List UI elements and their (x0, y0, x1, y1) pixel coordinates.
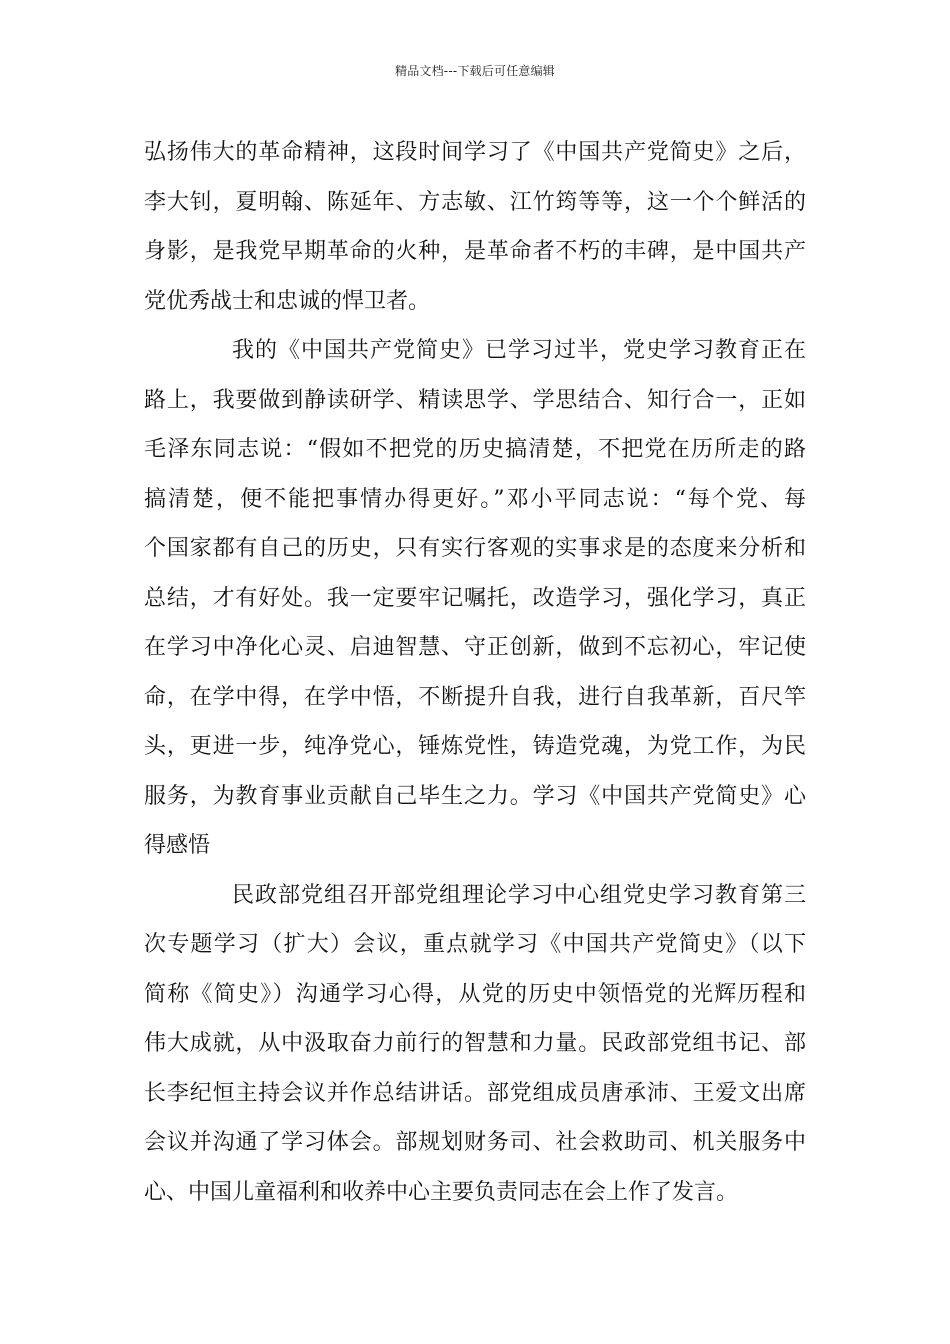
text-line: 得感悟 (144, 833, 211, 858)
text-line: 长李纪恒主持会议并作总结讲话。部党组成员唐承沛、王爱文出席 (144, 1080, 806, 1106)
text-line: 次专题学习（扩大）会议，重点就学习《中国共产党简史》（以下 (144, 932, 806, 957)
text-line: 民政部党组召开部党组理论学习中心组党史学习教育第三 (232, 882, 806, 908)
paragraph-1 (144, 128, 806, 326)
text-line: 我的《中国共产党简史》已学习过半，党史学习教育正在 (232, 338, 806, 363)
text-line: 头，更进一步，纯净党心，锤炼党性，铸造党魂，为党工作，为民 (144, 734, 806, 759)
text-line: 路上，我要做到静读研学、精读思学、学思结合、知行合一，正如 (144, 387, 806, 413)
text-line: 伟大成就，从中汲取奋力前行的智慧和力量。民政部党组书记、部 (144, 1031, 806, 1056)
text-line: 毛泽东同志说：“假如不把党的历史搞清楚，不把党在历所走的路 (144, 437, 806, 462)
document-body (144, 128, 806, 1217)
page-header: 精品文档---下载后可任意编辑 (395, 64, 555, 78)
paragraph-2 (144, 326, 806, 871)
text-line: 个国家都有自己的历史，只有实行客观的实事求是的态度来分析和 (144, 536, 806, 561)
text-line: 命，在学中得，在学中悟，不断提升自我，进行自我革新，百尺竿 (144, 684, 806, 710)
text-line: 在学习中净化心灵、启迪智慧、守正创新，做到不忘初心，牢记使 (144, 635, 806, 660)
text-line: 搞清楚，便不能把事情办得更好。”邓小平同志说：“每个党、每 (144, 486, 806, 512)
text-line: 服务，为教育事业贡献自己毕生之力。学习《中国共产党简史》心 (144, 783, 806, 809)
text-line: 身影，是我党早期革命的火种，是革命者不朽的丰碑，是中国共产 (144, 239, 806, 264)
paragraph-3 (144, 871, 806, 1218)
text-line: 总结，才有好处。我一定要牢记嘱托，改造学习，强化学习，真正 (144, 585, 806, 611)
text-line: 简称《简史》）沟通学习心得，从党的历史中领悟党的光辉历程和 (144, 981, 806, 1007)
text-line: 会议并沟通了学习体会。部规划财务司、社会救助司、机关服务中 (144, 1130, 806, 1155)
text-line: 心、中国儿童福利和收养中心主要负责同志在会上作了发言。 (144, 1179, 739, 1205)
text-line: 李大钊，夏明翰、陈延年、方志敏、江竹筠等等，这一个个鲜活的 (144, 189, 806, 215)
text-line: 弘扬伟大的革命精神，这段时间学习了《中国共产党简史》之后， (144, 140, 806, 165)
text-line: 党优秀战士和忠诚的悍卫者。 (144, 288, 431, 314)
